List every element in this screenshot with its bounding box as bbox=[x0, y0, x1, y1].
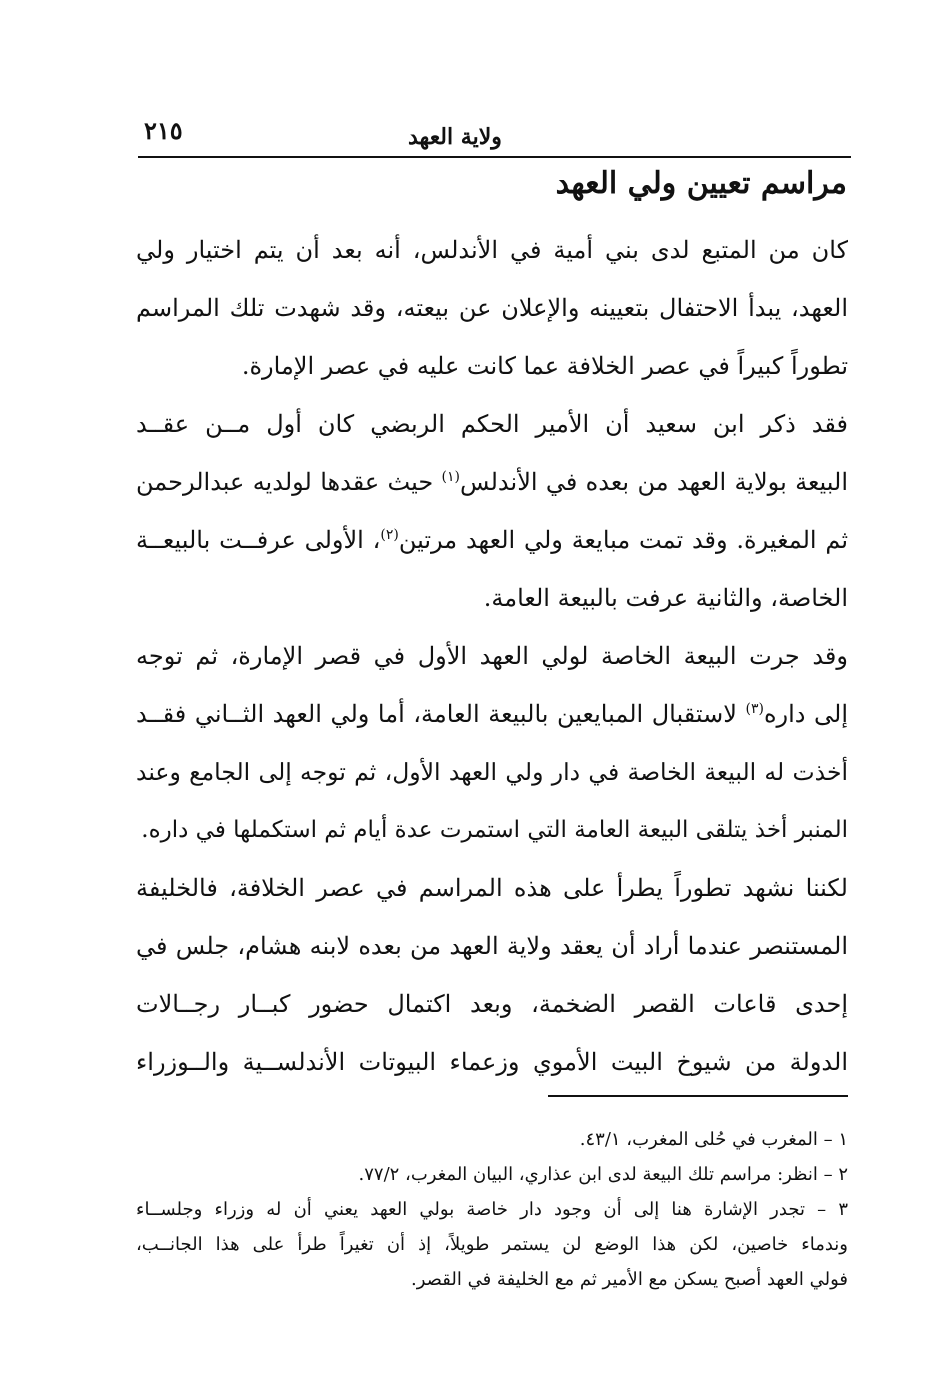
body-line: فقد ذكر ابن سعيد أن الأمير الحكم الربضي كان أول مــن عقــد bbox=[136, 410, 848, 438]
body-line-text: البيعة بولاية العهد من بعده في الأندلس bbox=[460, 468, 848, 496]
footnotes bbox=[136, 1122, 848, 1297]
body-line-text: ثم المغيرة. وقد تمت مبايعة ولي العهد مرتين bbox=[398, 526, 848, 554]
footnote-ref-3: (٣) bbox=[745, 701, 764, 717]
body-line-text: إلى داره bbox=[763, 700, 848, 728]
footnote-1: ١ – المغرب في حُلى المغرب، ٤٣/١. bbox=[579, 1129, 848, 1150]
body-line: وقد جرت البيعة الخاصة لولي العهد الأول في قصر الإمارة، ثم توجه bbox=[136, 642, 848, 670]
body-line-text: ، الأولى عرفــت بالبيعــة bbox=[136, 526, 381, 554]
running-title: ولاية العهد bbox=[408, 124, 502, 150]
body-line: العهد، يبدأ الاحتفال بتعيينه والإعلان عن بيعته، وقد شهدت تلك المراسم bbox=[136, 294, 848, 322]
body-line bbox=[136, 453, 848, 511]
footnote-3-cont: وندماء خاصين، لكن هذا الوضع لن يستمر طويلاً، إذ أن تغيراً طرأ على هذا الجانــب، bbox=[136, 1234, 848, 1255]
body-line: أخذت له البيعة الخاصة في دار ولي العهد الأول، ثم توجه إلى الجامع وعند bbox=[136, 758, 848, 786]
body-line: لكننا نشهد تطوراً يطرأ على هذه المراسم في عصر الخلافة، فالخليفة bbox=[136, 874, 848, 902]
body-line: الخاصة، والثانية عرفت بالبيعة العامة. bbox=[483, 584, 848, 612]
page-number: ٢١٥ bbox=[144, 116, 183, 145]
body-line: الدولة من شيوخ البيت الأموي وزعماء البيوتات الأندلســية والــوزراء bbox=[136, 1048, 848, 1076]
section-heading: مراسم تعيين ولي العهد bbox=[555, 166, 847, 201]
footnote-3: ٣ – تجدر الإشارة هنا إلى أن وجود دار خاصة بولي العهد يعني أن له وزراء وجلســاء bbox=[136, 1199, 848, 1220]
footnote-ref-2: (٢) bbox=[380, 527, 399, 543]
body-line-text: حيث عقدها لولديه عبدالرحمن bbox=[136, 468, 442, 496]
body-line: المستنصر عندما أراد أن يعقد ولاية العهد من بعده لابنه هشام، جلس في bbox=[136, 932, 848, 960]
footnote-ref-1: (١) bbox=[441, 469, 460, 485]
body-line: تطوراً كبيراً في عصر الخلافة عما كانت عليه في عصر الإمارة. bbox=[241, 352, 848, 380]
body-line: المنبر أخذ يتلقى البيعة العامة التي استمرت عدة أيام ثم استكملها في داره. bbox=[141, 817, 848, 843]
footnote-2: ٢ – انظر: مراسم تلك البيعة لدى ابن عذاري، البيان المغرب، ٧٧/٢. bbox=[358, 1164, 848, 1185]
body-text bbox=[136, 221, 848, 1091]
body-line: إحدى قاعات القصر الضخمة، وبعد اكتمال حضور كبــار رجــالات bbox=[136, 990, 848, 1018]
footnote-3-cont: فولي العهد أصبح يسكن مع الأمير ثم مع الخليفة في القصر. bbox=[411, 1269, 848, 1290]
body-line: كان من المتبع لدى بني أمية في الأندلس، أنه بعد أن يتم اختيار ولي bbox=[136, 236, 848, 264]
page-header bbox=[138, 112, 851, 158]
body-line bbox=[136, 685, 848, 743]
footnote-separator bbox=[548, 1095, 848, 1097]
body-line bbox=[136, 511, 848, 569]
body-line-text: لاستقبال المبايعين بالبيعة العامة، أما ولي العهد الثــاني فقــد bbox=[136, 700, 746, 728]
